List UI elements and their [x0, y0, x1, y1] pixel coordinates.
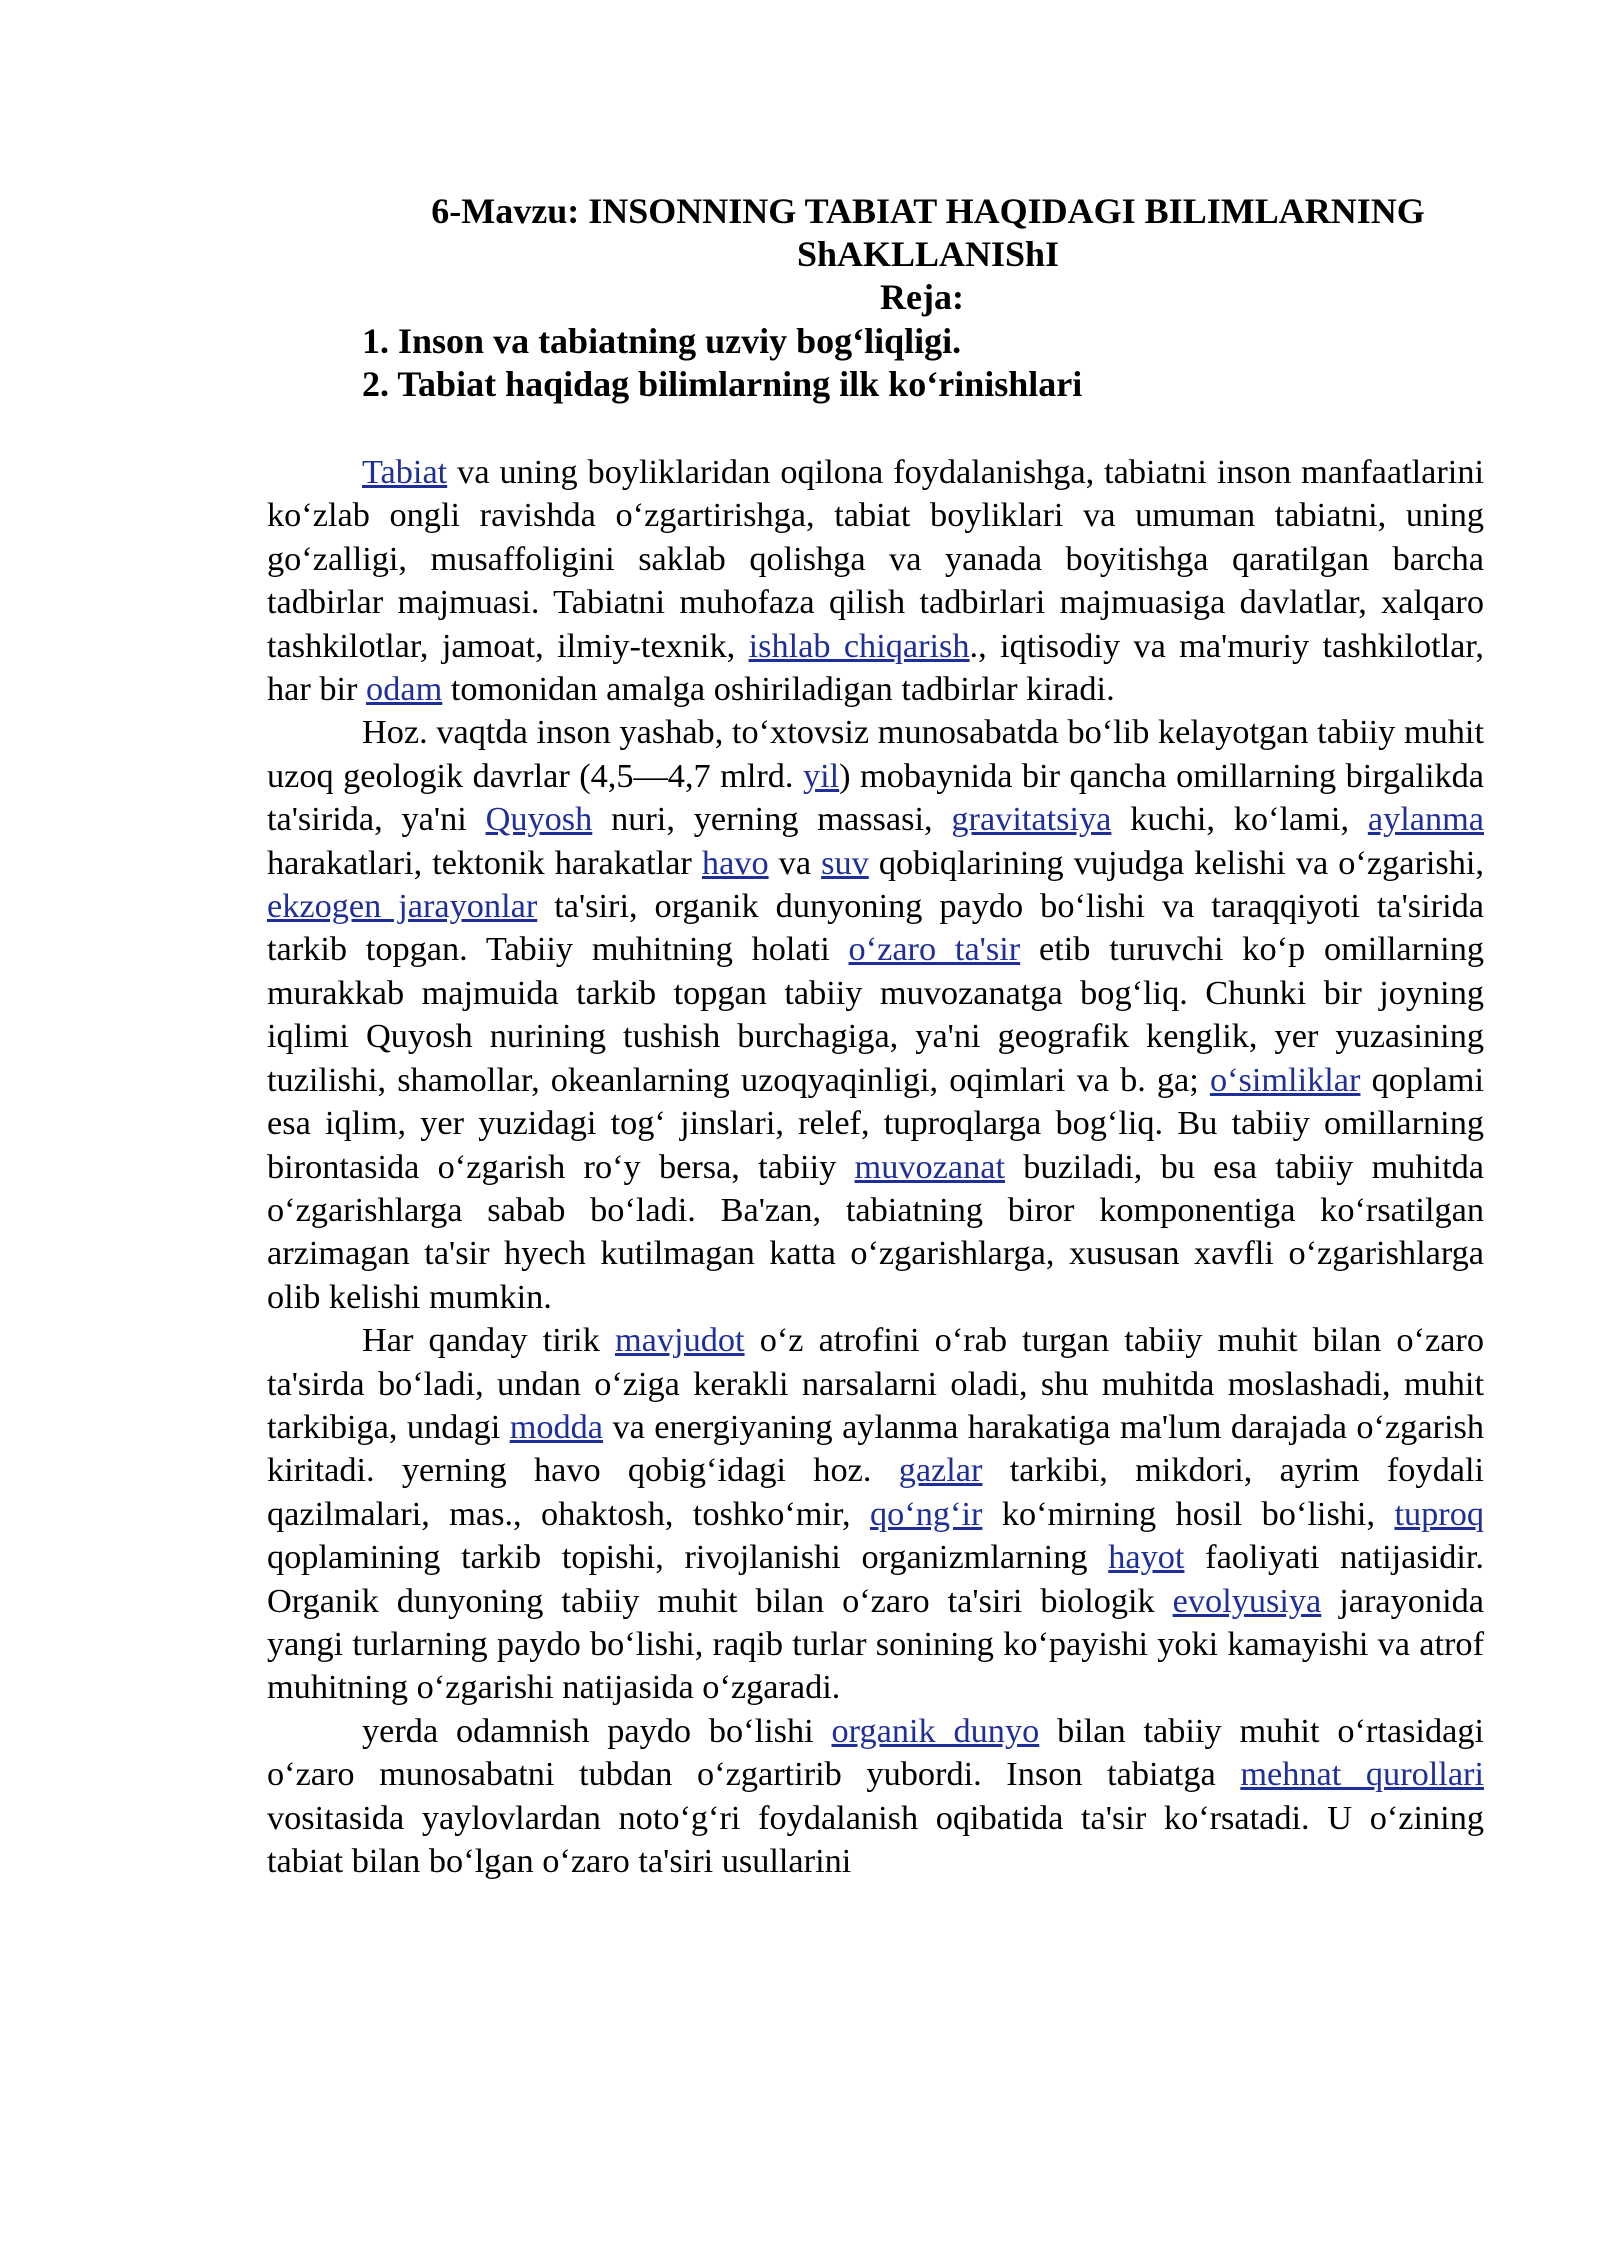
paragraph-text: tomonidan amalga oshiriladigan tadbirlar kiradi. — [442, 670, 1115, 709]
inline-link[interactable]: odam — [366, 670, 443, 709]
paragraph-text: ko‘mirning hosil bo‘lishi, — [982, 1494, 1395, 1533]
paragraph-text: Hoz. vaqtda inson yashab, to‘xtovsiz munosabatda bo‘lib kelayotgan tabiiy muhit uzoq geologik davrlar (4,5—4,7 mlrd. — [267, 713, 1484, 795]
inline-link[interactable]: muvozanat — [854, 1147, 1005, 1186]
paragraph-text: Har qanday tirik — [362, 1321, 615, 1360]
page-title: 6-Mavzu: INSONNING TABIAT HAQIDAGI BILIMLARNING ShAKLLANIShI — [431, 191, 1425, 274]
inline-link[interactable]: qo‘ng‘ir — [870, 1494, 983, 1533]
paragraph-text: bilan tabiiy muhit o‘rtasidagi o‘zaro munosabatni tubdan o‘zgartirib yubordi. Inson tabiatga — [267, 1711, 1484, 1794]
inline-link[interactable]: havo — [701, 843, 769, 882]
paragraph-text: yerda odamnish paydo bo‘lishi — [362, 1711, 832, 1750]
paragraph-text: jarayonida yangi turlarning paydo bo‘lishi, raqib turlar sonining ko‘payishi yoki kamayishi va atrof muhitning o‘zgarishi natijasida o‘zgaradi. — [267, 1581, 1484, 1707]
plan-item: 1. Inson va tabiatning uzviy bog‘liqligi. — [362, 321, 962, 361]
inline-link[interactable]: mehnat qurollari — [1240, 1755, 1484, 1794]
paragraph-text: vositasida yaylovlardan noto‘g‘ri foydalanish oqibatida ta'sir ko‘rsatadi. U o‘zining tabiat bilan bo‘lgan o‘zaro ta'siri usullarini — [267, 1798, 1484, 1880]
paragraph-text: ta'siri, organik dunyoning paydo bo‘lishi va taraqqiyoti ta'sirida tarkib topgan. Tabiiy muhitning holati — [267, 887, 1484, 969]
paragraph-text: kuchi, ko‘lami, — [1111, 800, 1368, 839]
plan-item: 2. Tabiat haqidag bilimlarning ilk ko‘rinishlari — [362, 364, 1083, 404]
body-paragraph — [267, 1710, 1484, 1884]
inline-link[interactable]: organik dunyo — [831, 1711, 1040, 1750]
paragraph-text: va energiyaning aylanma harakatiga ma'lum darajada o‘zgarish kiritadi. yerning havo qobig‘idagi hoz. — [267, 1407, 1484, 1490]
paragraph-text: qoplami esa iqlim, yer yuzidagi tog‘ jinslari, relef, tuproqlarga bog‘liq. Bu tabiiy omillarning birontasida o‘zgarish ro‘y bersa, tabiiy — [267, 1060, 1484, 1186]
paragraph-text: o‘z atrofini o‘rab turgan tabiiy muhit bilan o‘zaro ta'sirda bo‘ladi, undan o‘ziga kerakli narsalarni oladi, shu muhitda moslashadi, muhit tarkibiga, undagi — [267, 1321, 1484, 1446]
paragraph-text: ., iqtisodiy va ma'muriy tashkilotlar, har bir — [267, 626, 1484, 709]
body-text — [267, 451, 1484, 1883]
body-paragraph — [267, 1319, 1484, 1710]
inline-link[interactable]: suv — [821, 843, 869, 882]
inline-link[interactable]: aylanma — [1367, 800, 1485, 839]
paragraph-text: va — [768, 843, 822, 882]
inline-link[interactable]: o‘simliklar — [1209, 1060, 1361, 1099]
plan-list — [362, 320, 1462, 406]
inline-link[interactable]: Quyosh — [485, 800, 593, 839]
inline-link[interactable]: Tabiat — [362, 453, 448, 491]
inline-link[interactable]: evolyusiya — [1172, 1581, 1322, 1620]
paragraph-text: nuri, yerning massasi, — [592, 800, 952, 839]
paragraph-text: qobiqlarining vujudga kelishi va o‘zgarishi, — [868, 843, 1484, 882]
inline-link[interactable]: ekzogen jarayonlar — [267, 887, 538, 926]
paragraph-text: qoplamining tarkib topishi, rivojlanishi organizmlarning — [267, 1538, 1109, 1577]
paragraph-text: faoliyati natijasidir. Organik dunyoning tabiiy muhit bilan o‘zaro ta'siri biologik — [267, 1538, 1484, 1620]
paragraph-text: harakatlari, tektonik harakatlar — [267, 843, 702, 882]
paragraph-text: etib turuvchi ko‘p omillarning murakkab majmuida tarkib topgan tabiiy muvozanatga bog‘liq. Chunki bir joyning iqlimi Quyosh nurining tushish burchagiga, ya'ni geografik kenglik, yer yuzasining tuzilishi, shamollar, okeanlarning uzoqyaqinligi, oqimlari va b. ga; — [267, 930, 1484, 1099]
paragraph-text: tarkibi, mikdori, ayrim foydali qazilmalari, mas., ohaktosh, toshko‘mir, — [267, 1451, 1485, 1533]
inline-link[interactable]: yil — [802, 756, 840, 795]
plan-heading: Reja: — [880, 277, 964, 317]
paragraph-text: ) mobaynida bir qancha omillarning birgalikda ta'sirida, ya'ni — [267, 756, 1484, 839]
body-paragraph — [267, 711, 1484, 1319]
inline-link[interactable]: tuproq — [1394, 1494, 1484, 1533]
inline-link[interactable]: hayot — [1108, 1538, 1185, 1577]
inline-link[interactable]: gazlar — [898, 1451, 983, 1490]
paragraph-text: buziladi, bu esa tabiiy muhitda o‘zgarishlarga sabab bo‘ladi. Ba'zan, tabiatning biror komponentiga ko‘rsatilgan arzimagan ta'sir hyech kutilmagan katta o‘zgarishlarga, xususan xavfli o‘zgarishlarga olib kelishi mumkin. — [267, 1147, 1484, 1316]
inline-link[interactable]: modda — [509, 1407, 604, 1446]
inline-link[interactable]: mavjudot — [615, 1321, 745, 1360]
body-paragraph — [267, 451, 1484, 711]
inline-link[interactable]: o‘zaro ta'sir — [848, 930, 1021, 969]
inline-link[interactable]: ishlab chiqarish — [748, 626, 970, 665]
inline-link[interactable]: gravitatsiya — [951, 800, 1112, 839]
paragraph-text: va uning boyliklaridan oqilona foydalanishga, tabiatni inson manfaatlarini ko‘zlab ongli ravishda o‘zgartirishga, tabiat boyliklari va umuman tabiatni, uning go‘zalligi, musaffoligini saklab qolishga va yanada boyitishga qaratilgan barcha tadbirlar majmuasi. Tabiatni muhofaza qilish tadbirlari majmuasiga davlatlar, xalqaro tashkilotlar, jamoat, ilmiy-texnik, — [267, 453, 1484, 665]
